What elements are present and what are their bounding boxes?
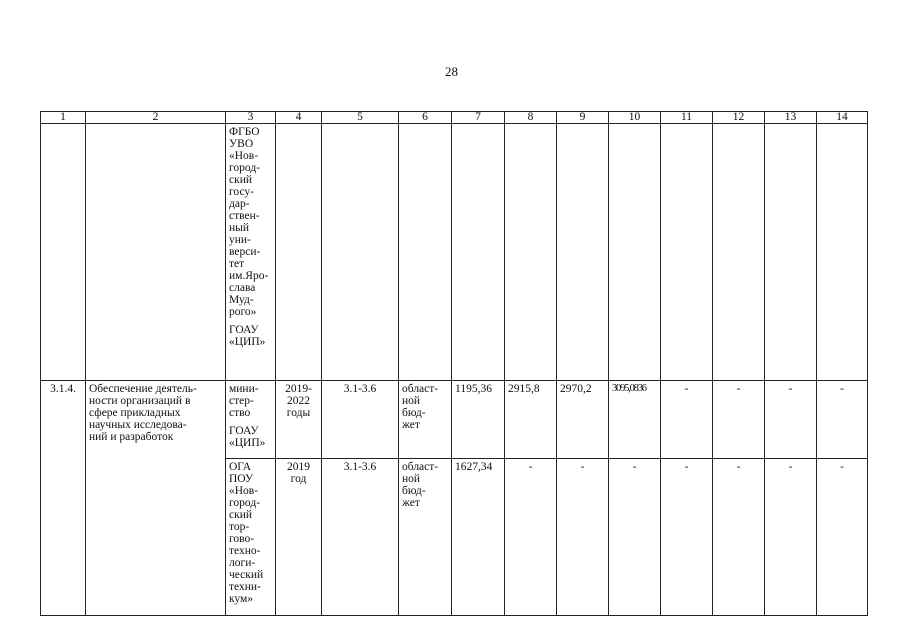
cell-amount: 1195,36 — [452, 381, 505, 459]
executor-line: логи- — [229, 557, 256, 569]
table-row — [41, 381, 868, 459]
col-header-12: 12 — [713, 112, 765, 124]
executor-line: госу- — [229, 186, 254, 198]
executor-line: гово- — [229, 533, 255, 545]
cell-target-indicator: 3.1-3.6 — [322, 459, 399, 616]
period-line: 2019 — [287, 461, 310, 473]
cell-number: 3.1.4. — [41, 381, 86, 616]
cell-amount: - — [765, 381, 817, 459]
cell-amount: 2915,8 — [505, 381, 557, 459]
cell-amount: - — [609, 459, 661, 616]
executor-line: тор- — [229, 521, 250, 533]
funding-line: ной — [402, 473, 421, 485]
col-header-11: 11 — [661, 112, 713, 124]
period-line: годы — [286, 407, 311, 419]
measure-name-line: Обеспечение деятель- — [89, 383, 197, 395]
executor-line: ПОУ — [229, 473, 254, 485]
cell-number — [41, 124, 86, 381]
executor-line: ский — [229, 509, 252, 521]
page-number: 28 — [445, 64, 458, 79]
executor-line: «Нов- — [229, 150, 259, 162]
executor-line: УВО — [229, 138, 254, 150]
cell-executor — [226, 381, 276, 459]
cell-amount — [609, 124, 661, 381]
cell-measure-name — [86, 124, 226, 381]
cell-amount — [452, 124, 505, 381]
measure-name-line: ний и разработок — [89, 431, 174, 443]
cell-period — [276, 124, 322, 381]
col-header-14: 14 — [817, 112, 868, 124]
executor-line: ГОАУ — [229, 425, 259, 437]
cell-amount: 1627,34 — [452, 459, 505, 616]
cell-funding-source — [399, 124, 452, 381]
executor-line: ство — [229, 407, 251, 419]
header-row — [41, 112, 868, 124]
cell-amount: - — [713, 459, 765, 616]
executor-line: техни- — [229, 581, 261, 593]
cell-amount: - — [505, 459, 557, 616]
cell-funding-source — [399, 459, 452, 616]
cell-amount — [817, 124, 868, 381]
cell-amount: - — [817, 459, 868, 616]
col-header-9: 9 — [557, 112, 609, 124]
col-header-8: 8 — [505, 112, 557, 124]
period-line: 2022 — [287, 395, 310, 407]
executor-line: ский — [229, 174, 252, 186]
executor-line: город- — [229, 162, 261, 174]
cell-amount: 2970,2 — [557, 381, 609, 459]
cell-amount: 3095,0836 — [609, 381, 661, 459]
col-header-5: 5 — [322, 112, 399, 124]
cell-amount: - — [817, 381, 868, 459]
executor-line: Муд- — [229, 294, 254, 306]
executor-line: ческий — [229, 569, 264, 581]
cell-executor — [226, 459, 276, 616]
cell-executor — [226, 124, 276, 381]
measure-name-line: научных исследова- — [89, 419, 187, 431]
col-header-4: 4 — [276, 112, 322, 124]
measure-name-line: ности организаций в — [89, 395, 191, 407]
cell-amount — [661, 124, 713, 381]
cell-amount: - — [661, 381, 713, 459]
executor-line: ГОАУ — [229, 324, 259, 336]
col-header-2: 2 — [86, 112, 226, 124]
executor-line: уни- — [229, 234, 251, 246]
cell-amount — [505, 124, 557, 381]
col-header-6: 6 — [399, 112, 452, 124]
cell-target-indicator: 3.1-3.6 — [322, 381, 399, 459]
funding-line: ной — [402, 395, 421, 407]
funding-line: област- — [402, 461, 439, 473]
cell-amount: - — [661, 459, 713, 616]
executor-line: ный — [229, 222, 250, 234]
program-table — [40, 111, 868, 616]
funding-line: жет — [402, 419, 420, 431]
executor-line: тет — [229, 258, 245, 270]
col-header-10: 10 — [609, 112, 661, 124]
cell-amount — [713, 124, 765, 381]
executor-line: ФГБО — [229, 126, 260, 138]
table-row — [41, 124, 868, 381]
executor-line: слава — [229, 282, 256, 294]
funding-line: жет — [402, 497, 420, 509]
measure-name-line: сфере прикладных — [89, 407, 181, 419]
period-line: год — [290, 473, 307, 485]
period-line: 2019- — [285, 383, 312, 395]
executor-line: верси- — [229, 246, 261, 258]
executor-line: рого» — [229, 306, 257, 318]
col-header-3: 3 — [226, 112, 276, 124]
cell-amount: - — [557, 459, 609, 616]
executor-line: техно- — [229, 545, 261, 557]
executor-line: им.Яро- — [229, 270, 269, 282]
executor-line: ствен- — [229, 210, 260, 222]
funding-line: бюд- — [402, 407, 426, 419]
funding-line: област- — [402, 383, 439, 395]
executor-line: мини- — [229, 383, 259, 395]
cell-period — [276, 381, 322, 459]
cell-period — [276, 459, 322, 616]
cell-amount: - — [713, 381, 765, 459]
cell-amount — [557, 124, 609, 381]
executor-line: ОГА — [229, 461, 252, 473]
col-header-7: 7 — [452, 112, 505, 124]
cell-measure-name — [86, 381, 226, 616]
cell-funding-source — [399, 381, 452, 459]
executor-line: «ЦИП» — [229, 437, 266, 449]
executor-line: «Нов- — [229, 485, 259, 497]
col-header-1: 1 — [41, 112, 86, 124]
executor-line: стер- — [229, 395, 254, 407]
executor-line: дар- — [229, 198, 250, 210]
cell-amount: - — [765, 459, 817, 616]
cell-amount — [765, 124, 817, 381]
funding-line: бюд- — [402, 485, 426, 497]
executor-line: город- — [229, 497, 261, 509]
executor-line: кум» — [229, 593, 254, 605]
cell-target-indicator — [322, 124, 399, 381]
executor-line: «ЦИП» — [229, 336, 266, 348]
col-header-13: 13 — [765, 112, 817, 124]
